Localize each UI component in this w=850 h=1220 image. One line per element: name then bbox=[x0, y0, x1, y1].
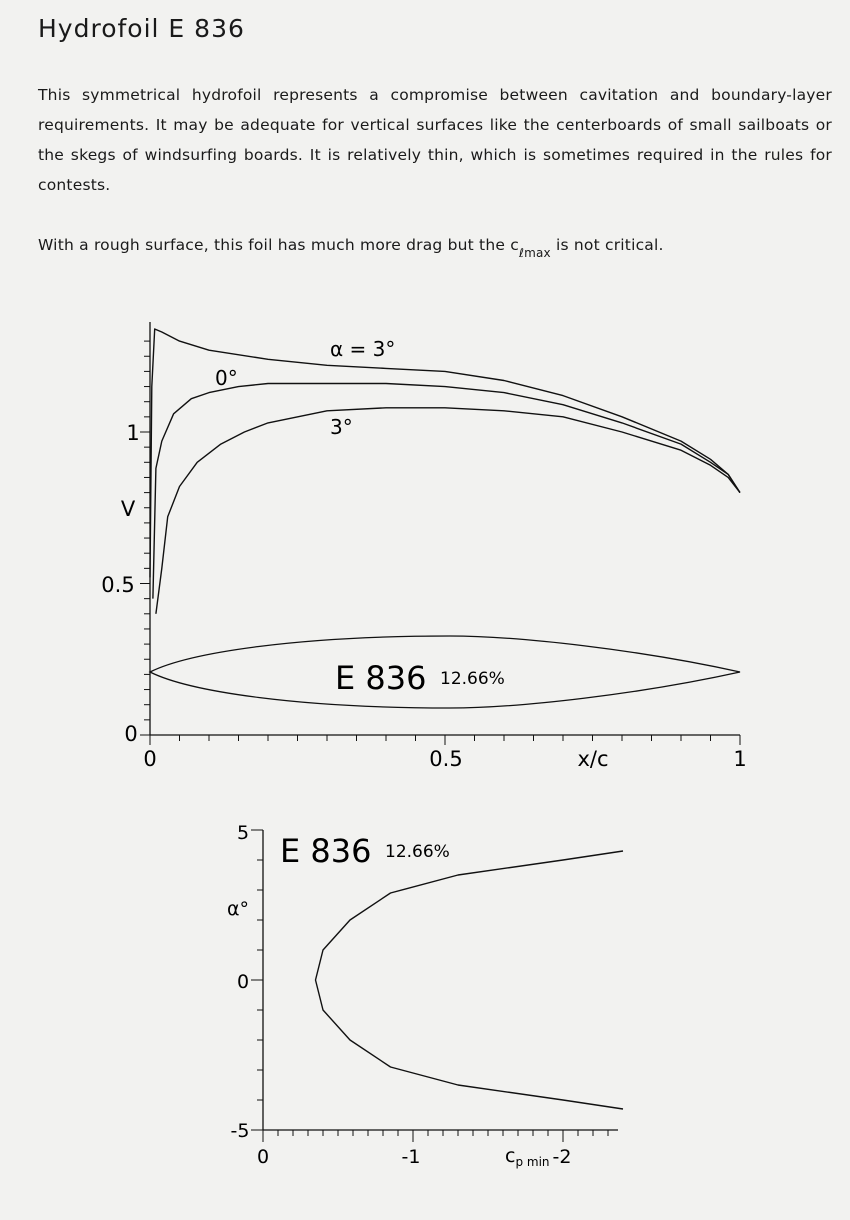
v-axis-ticks bbox=[140, 341, 150, 735]
page-title: Hydrofoil E 836 bbox=[38, 14, 245, 43]
x-axis-label: $c_{p min}$ bbox=[505, 1145, 550, 1169]
paragraph-roughness-text-b: is not critical. bbox=[550, 236, 664, 254]
series-label-0: 0° bbox=[215, 366, 238, 390]
alpha-axis-ticks bbox=[251, 830, 263, 1130]
xtick-label: 0 bbox=[143, 747, 157, 771]
cpmin-curve bbox=[316, 851, 624, 1109]
foil-thickness-label: 12.66% bbox=[440, 669, 505, 689]
ytick-label: -5 bbox=[230, 1120, 250, 1142]
ytick-label: 5 bbox=[236, 822, 250, 844]
xtick-label: 0 bbox=[256, 1146, 270, 1168]
cl-max-subscript: ℓmax bbox=[518, 246, 551, 260]
foil-label: E 836 bbox=[335, 659, 427, 697]
cpmin-series bbox=[316, 851, 624, 1109]
ytick-label: 0 bbox=[124, 722, 138, 746]
velocity-series bbox=[150, 329, 740, 614]
foil-thickness-label: 12.66% bbox=[385, 842, 450, 862]
ytick-label: 0.5 bbox=[101, 573, 135, 597]
paragraph-intro: This symmetrical hydrofoil represents a compromise between cavitation and boundary-layer requirements. It may be adequate for vertical surfaces like the centerboards of small sailboats or the skegs of windsurfing boards. It is relatively thin, which is sometimes required in the rules for contests. bbox=[38, 86, 832, 194]
x-axis-label-sub: p min bbox=[515, 1155, 550, 1169]
xtick-label: 1 bbox=[733, 747, 747, 771]
velocity-chart bbox=[101, 322, 746, 771]
cp-axis-ticks bbox=[263, 1130, 608, 1142]
series-line-alpha-neg3 bbox=[156, 408, 740, 614]
series-line-alpha-3 bbox=[150, 329, 740, 577]
xtick-label: -2 bbox=[552, 1146, 572, 1168]
xtick-label: 0.5 bbox=[429, 747, 463, 771]
series-label-3: 3° bbox=[330, 415, 353, 439]
foil-label: E 836 bbox=[280, 832, 372, 870]
series-label-alpha3: α = 3° bbox=[330, 337, 396, 361]
xtick-label: -1 bbox=[401, 1146, 421, 1168]
series-line-alpha-0 bbox=[153, 384, 740, 599]
ytick-label: 0 bbox=[236, 971, 250, 993]
ytick-label: 1 bbox=[126, 421, 140, 445]
paragraph-roughness-text-a: With a rough surface, this foil has much more drag but the c bbox=[38, 236, 519, 254]
cpmin-chart bbox=[227, 822, 623, 1169]
x-axis-ticks bbox=[150, 735, 740, 745]
x-axis-label: x/c bbox=[577, 747, 609, 771]
y-axis-label: α° bbox=[226, 898, 250, 920]
y-axis-label: V bbox=[120, 497, 136, 521]
